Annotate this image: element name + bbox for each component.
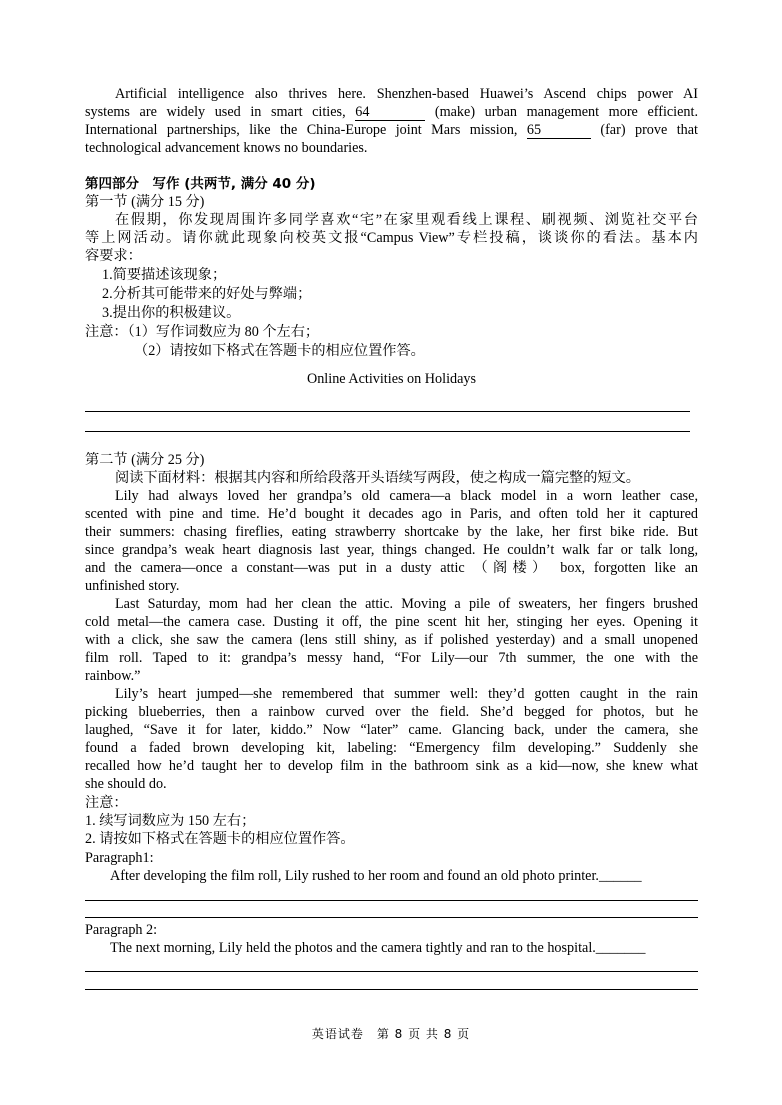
paragraph1-opening: After developing the film roll, Lily rushed to her room and found an old photo printer.______ xyxy=(110,868,642,884)
story-line: Last Saturday, mom had her clean the attic. Moving a pile of sweaters, her fingers brushed xyxy=(115,596,698,612)
story-line: with a click, she saw the camera (lens still shiny, as if polished yesterday) and a small unopened xyxy=(85,632,698,648)
note-line: 1. 续写词数应为 150 左右； xyxy=(85,813,256,829)
answer-blank-64: 64 xyxy=(355,105,425,121)
requirement-item: 3.提出你的积极建议。 xyxy=(102,305,241,321)
paragraph1-label: Paragraph1: xyxy=(85,850,154,866)
story-line: laughed, “Save it for later, kiddo.” Now “later” came. Glancing back, under the camera, she xyxy=(85,722,698,738)
story-line: Lily had always loved her grandpa’s old camera—a black model in a worn leather case, xyxy=(115,488,698,504)
story-line: rainbow.” xyxy=(85,668,141,684)
answer-line xyxy=(85,900,698,901)
note-line: 2. 请按如下格式在答题卡的相应位置作答。 xyxy=(85,831,355,847)
story-line: found a faded brown developing kit, labeling: “Emergency film developing.” Suddenly she xyxy=(85,740,698,756)
story-line: film roll. Taped to it: grandpa’s messy hand, “For Lily—our 7th summer, the one with the xyxy=(85,650,698,666)
essay-title: Online Activities on Holidays xyxy=(306,371,477,387)
story-line: their summers: chasing fireflies, eating strawberry shortcake by the lake, her first bike ride. But xyxy=(85,524,698,540)
prompt-line: 等上网活动。请你就此现象向校英文报“Campus View”专栏投稿，谈谈你的看法。基本内 xyxy=(85,230,698,246)
reading-text: systems are widely used in smart cities, xyxy=(85,104,346,120)
reading-text: International partnerships, like the China-Europe joint Mars mission, xyxy=(85,122,518,138)
reading-line xyxy=(85,103,698,121)
story-line: since grandpa’s weak heart diagnosis last year, things changed. He couldn’t walk far or talk long, xyxy=(85,542,698,558)
story-line: recalled how he’d taught her to develop film in the bathroom sink as a kid—now, she knew what xyxy=(85,758,698,774)
answer-line xyxy=(85,971,698,972)
requirement-item: 2.分析其可能带来的好处与弊端； xyxy=(102,286,312,302)
answer-line xyxy=(85,917,698,918)
answer-line xyxy=(85,411,690,412)
story-line: scented with pine and time. He’d bought it decades ago in Paris, and often told her it captured xyxy=(85,506,698,522)
reading-text: (far) prove that xyxy=(600,122,699,138)
reading-line: Artificial intelligence also thrives here. Shenzhen-based Huawei’s Ascend chips power AI xyxy=(115,86,698,102)
section-title: 第二节 (满分 25 分) xyxy=(85,452,205,468)
reading-line xyxy=(85,121,698,139)
story-line: picking blueberries, then a rainbow curved over the field. She’d begged for photos, but he xyxy=(85,704,698,720)
answer-blank-65: 65 xyxy=(527,123,591,139)
note-line: 注意：（1）写作词数应为 80 个左右； xyxy=(85,324,320,340)
reading-text: (make) urban management more efficient. xyxy=(434,104,699,120)
note-line: （2）请按如下格式在答题卡的相应位置作答。 xyxy=(134,343,425,359)
story-line: Lily’s heart jumped—she remembered that summer well: they’d gotten caught in the rain xyxy=(115,686,698,702)
requirement-item: 1.简要描述该现象； xyxy=(102,267,227,283)
section-title: 第一节 (满分 15 分) xyxy=(85,194,205,210)
notes-title: 注意： xyxy=(85,795,128,811)
reading-line: technological advancement knows no boundaries. xyxy=(85,140,368,156)
part-heading: 第四部分 写作 (共两节, 满分 40 分) xyxy=(85,176,316,192)
answer-line xyxy=(85,431,690,432)
story-line: and the camera—once a constant—was put in a dusty attic （阁楼） box, forgotten like an xyxy=(85,560,698,576)
story-line: she should do. xyxy=(85,776,167,792)
story-line: unfinished story. xyxy=(85,578,180,594)
prompt-line: 在假期，你发现周围许多同学喜欢“宅”在家里观看线上课程、刷视频、浏览社交平台 xyxy=(115,212,698,228)
answer-line xyxy=(85,989,698,990)
story-line: cold metal—the camera case. Dusting it off, the pine scent hit her, stinging her eyes. Opening it xyxy=(85,614,698,630)
prompt-line: 容要求： xyxy=(85,248,142,264)
paragraph2-opening: The next morning, Lily held the photos and the camera tightly and ran to the hospital._______ xyxy=(110,940,646,956)
paragraph2-label: Paragraph 2: xyxy=(85,922,158,938)
instruction-line: 阅读下面材料：根据其内容和所给段落开头语续写两段，使之构成一篇完整的短文。 xyxy=(115,470,640,486)
page-footer: 英语试卷 第 8 页 共 8 页 xyxy=(311,1027,471,1041)
